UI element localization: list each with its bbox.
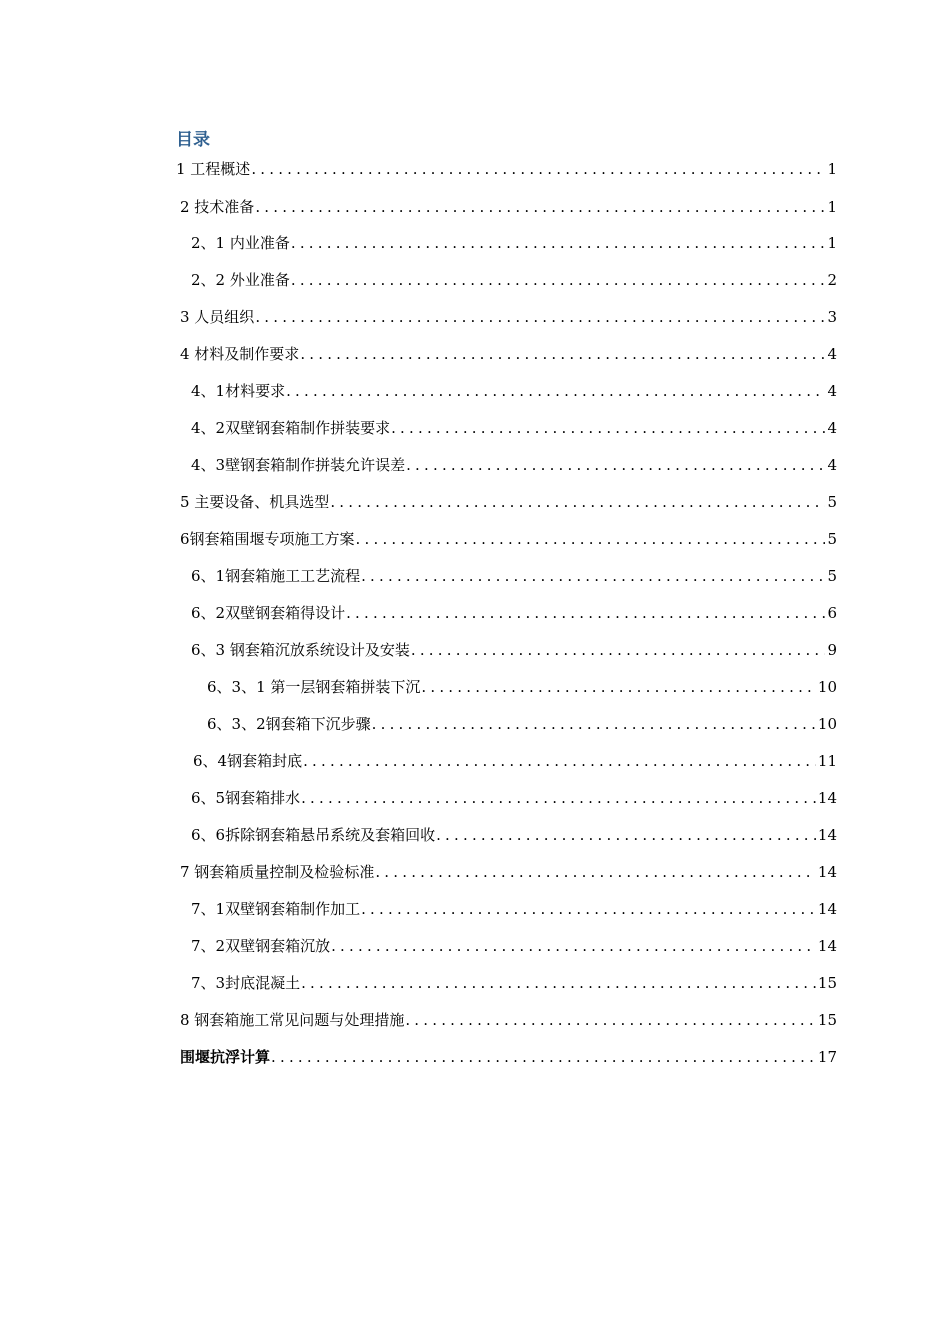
- toc-entry-page: 4: [827, 345, 837, 363]
- toc-title: 目录: [176, 130, 210, 150]
- toc-entry[interactable]: [176, 158, 837, 180]
- toc-entry-label: 围堰抗浮计算: [180, 1048, 271, 1066]
- toc-entry-page: 1: [827, 160, 837, 178]
- toc-entry[interactable]: [180, 1046, 837, 1068]
- toc-entry-page: 2: [827, 271, 837, 289]
- toc-dot-leader: [391, 417, 825, 439]
- toc-entry-page: 10: [817, 678, 837, 696]
- toc-entry[interactable]: [191, 454, 837, 476]
- toc-dot-leader: [421, 676, 816, 698]
- toc-entry-label: 7、2双壁钢套箱沉放: [191, 937, 331, 955]
- toc-dot-leader: [361, 898, 816, 920]
- toc-entry-label: 4、2双壁钢套箱制作拼装要求: [191, 419, 391, 437]
- toc-entry-page: 14: [817, 937, 837, 955]
- toc-dot-leader: [331, 935, 816, 957]
- toc-entry[interactable]: [191, 269, 837, 291]
- toc-entry-label: 7、1双壁钢套箱制作加工: [191, 900, 361, 918]
- toc-entry-page: 14: [817, 863, 837, 881]
- toc-dot-leader: [356, 528, 826, 550]
- toc-entry[interactable]: [191, 380, 837, 402]
- toc-entry-label: 4 材料及制作要求: [180, 345, 300, 363]
- toc-entry-label: 3 人员组织: [180, 308, 255, 326]
- toc-entry-page: 5: [827, 530, 837, 548]
- toc-entry-label: 2 技术准备: [180, 198, 255, 216]
- toc-entry-label: 6、6拆除钢套箱悬吊系统及套箱回收: [191, 826, 436, 844]
- toc-dot-leader: [255, 196, 825, 218]
- toc-entry-page: 17: [817, 1048, 837, 1066]
- toc-entry-label: 7 钢套箱质量控制及检验标准: [180, 863, 375, 881]
- toc-entry-label: 6、4钢套箱封底: [193, 752, 303, 770]
- toc-entry-page: 3: [827, 308, 837, 326]
- toc-entry[interactable]: [191, 565, 837, 587]
- toc-dot-leader: [405, 1009, 816, 1031]
- toc-dot-leader: [291, 232, 826, 254]
- toc-dot-leader: [411, 639, 826, 661]
- toc-dot-leader: [361, 565, 825, 587]
- toc-entry-label: 2、2 外业准备: [191, 271, 290, 289]
- toc-entry-page: 4: [827, 382, 837, 400]
- toc-entry[interactable]: [180, 196, 837, 218]
- toc-entry-page: 9: [827, 641, 837, 659]
- toc-entry-page: 5: [827, 493, 837, 511]
- toc-entry-page: 11: [817, 752, 837, 770]
- toc-entry-label: 6、3、2钢套箱下沉步骤: [207, 715, 371, 733]
- toc-dot-leader: [303, 750, 816, 772]
- toc-entry-page: 4: [827, 419, 837, 437]
- toc-dot-leader: [330, 491, 825, 513]
- toc-entry-page: 4: [827, 456, 837, 474]
- toc-dot-leader: [301, 787, 816, 809]
- toc-entry-page: 10: [817, 715, 837, 733]
- toc-entry-page: 5: [827, 567, 837, 585]
- toc-entry-label: 2、1 内业准备: [191, 234, 290, 252]
- toc-dot-leader: [286, 380, 825, 402]
- toc-dot-leader: [406, 454, 825, 476]
- toc-entry[interactable]: [207, 676, 837, 698]
- toc-entry[interactable]: [191, 639, 837, 661]
- toc-dot-leader: [372, 713, 816, 735]
- toc-entry-label: 6钢套箱围堰专项施工方案: [180, 530, 355, 548]
- toc-entry-page: 15: [817, 1011, 837, 1029]
- toc-entry-page: 6: [827, 604, 837, 622]
- toc-dot-leader: [436, 824, 816, 846]
- toc-dot-leader: [375, 861, 816, 883]
- toc-entry[interactable]: [191, 935, 837, 957]
- toc-entry-page: 1: [827, 198, 837, 216]
- toc-entry[interactable]: [191, 824, 837, 846]
- toc-entry[interactable]: [191, 232, 837, 254]
- toc-entry-label: 4、1材料要求: [191, 382, 286, 400]
- toc-dot-leader: [346, 602, 825, 624]
- toc-dot-leader: [251, 158, 825, 180]
- toc-entry[interactable]: [180, 491, 837, 513]
- toc-entry[interactable]: [180, 1009, 837, 1031]
- toc-entry[interactable]: [191, 602, 837, 624]
- toc-dot-leader: [255, 306, 825, 328]
- toc-entry-label: 7、3封底混凝土: [191, 974, 301, 992]
- toc-entry[interactable]: [207, 713, 837, 735]
- toc-entry[interactable]: [180, 528, 837, 550]
- toc-entry-page: 15: [817, 974, 837, 992]
- toc-dot-leader: [291, 269, 826, 291]
- toc-entry-page: 14: [817, 826, 837, 844]
- toc-entry[interactable]: [180, 306, 837, 328]
- toc-entry[interactable]: [191, 972, 837, 994]
- toc-entry-label: 5 主要设备、机具选型: [180, 493, 330, 511]
- toc-entry-label: 6、5钢套箱排水: [191, 789, 301, 807]
- toc-entry[interactable]: [191, 787, 837, 809]
- toc-entry[interactable]: [180, 343, 837, 365]
- toc-entry-page: 14: [817, 900, 837, 918]
- toc-dot-leader: [300, 343, 825, 365]
- toc-entry[interactable]: [191, 898, 837, 920]
- toc-entry[interactable]: [191, 417, 837, 439]
- toc-entry-label: 4、3壁钢套箱制作拼装允许误差: [191, 456, 406, 474]
- toc-entry-page: 1: [827, 234, 837, 252]
- toc-dot-leader: [301, 972, 816, 994]
- toc-entry-label: 8 钢套箱施工常见问题与处理措施: [180, 1011, 405, 1029]
- toc-entry-label: 6、2双壁钢套箱得设计: [191, 604, 346, 622]
- toc-entry-label: 6、3、1 第一层钢套箱拼装下沉: [207, 678, 421, 696]
- toc-entry-label: 1 工程概述: [176, 160, 251, 178]
- toc-entry[interactable]: [193, 750, 837, 772]
- toc-entry-page: 14: [817, 789, 837, 807]
- toc-entry-label: 6、3 钢套箱沉放系统设计及安装: [191, 641, 410, 659]
- toc-entry-label: 6、1钢套箱施工工艺流程: [191, 567, 361, 585]
- toc-entry[interactable]: [180, 861, 837, 883]
- toc-dot-leader: [271, 1046, 816, 1068]
